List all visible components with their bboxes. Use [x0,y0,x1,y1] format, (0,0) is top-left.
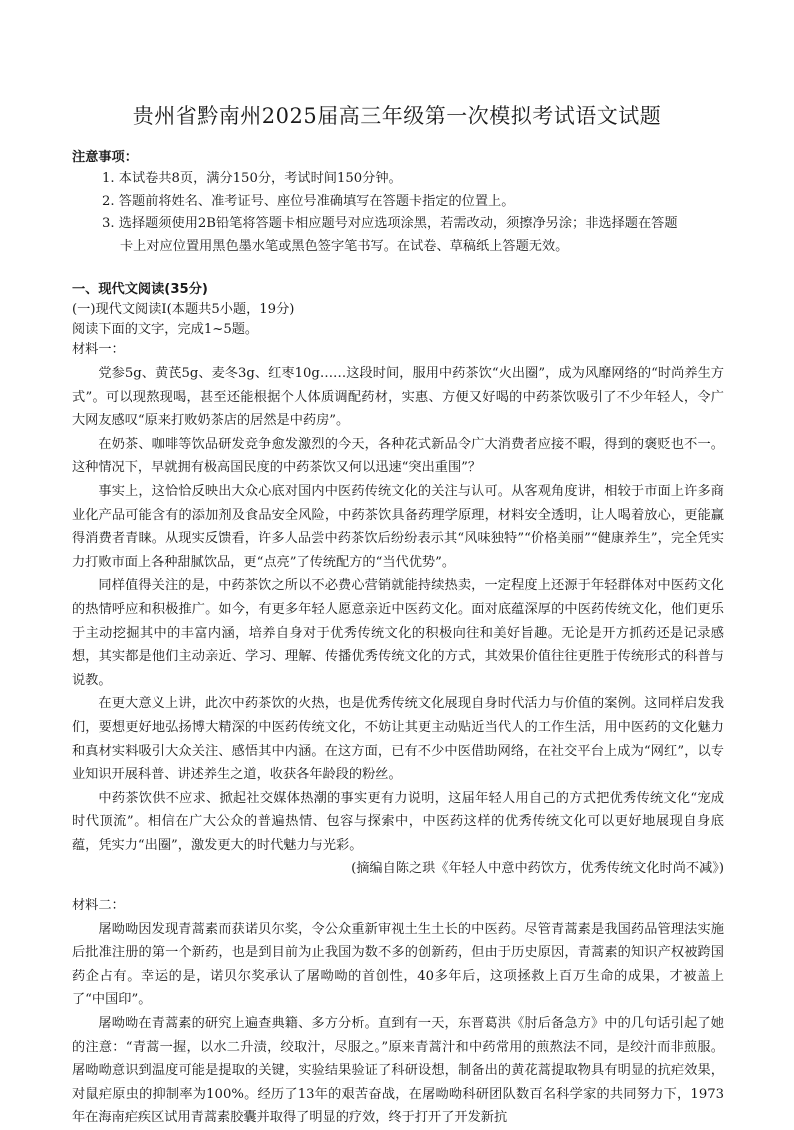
notice-item-3-continued: 卡上对应位置用黑色墨水笔或黑色签字笔书写。在试卷、草稿纸上答题无效。 [120,238,569,254]
material-1-paragraph: 在奶茶、咖啡等饮品研发竞争愈发激烈的今天，各种花式新品令广大消费者应接不暇，得到的褒贬也不一。这种情况下，早就拥有极高国民度的中药茶饮又何以迅速“突出重围”？ [72,436,724,476]
material-1-paragraph: 在更大意义上讲，此次中药茶饮的火热，也是优秀传统文化展现自身时代活力与价值的案例。这同样启发我们，要想更好地弘扬博大精深的中医药传统文化，不妨让其更主动贴近当代人的工作生活，用中医药的文化魅力和真材实料吸引大众关注、感悟其中内涵。在这方面，已有不少中医借助网络，在社交平台上成为“网红”，以专业知识开展科普、讲述养生之道，收获各年龄段的粉丝。 [72,696,724,783]
notice-block [72,148,724,258]
material-1-paragraph: 事实上，这恰恰反映出大众心底对国内中医药传统文化的关注与认可。从客观角度讲，相较于市面上许多商业化产品可能含有的添加剂及食品安全风险，中药茶饮具备药理学原理，材料安全透明，让人喝着放心，更能赢得消费者青睐。从现实反馈看，许多人品尝中药茶饮后纷纷表示其“风味独特”“价格美丽”“健康养生”，完全凭实力打败市面上各种甜腻饮品，更“点亮”了传统配方的“当代优势”。 [72,483,724,570]
notice-item-3: 3. 选择题须使用2B铅笔将答题卡相应题号对应选项涂黑，若需改动，须擦净另涂；非选择题在答题 [102,216,678,231]
material-1-paragraph: 同样值得关注的是，中药茶饮之所以不必费心营销就能持续热卖，一定程度上还源于年轻群体对中医药文化的热情呼应和积极推广。如今，有更多年轻人愿意亲近中医药文化。面对底蕴深厚的中医药传统文化，他们更乐于主动挖掘其中的丰富内涵，培养自身对于优秀传统文化的积极向往和美好旨趣。无论是开方抓药还是记录感想，其实都是他们主动亲近、学习、理解、传播优秀传统文化的方式，其效果价值往往更胜于传统形式的科普与说教。 [72,578,724,688]
material-1-label: 材料一： [72,342,125,357]
material-1-paragraph: 党参5g、黄芪5g、麦冬3g、红枣10g……这段时间，服用中药茶饮“火出圈”，成为风靡网络的“时尚养生方式”。可以现熬现喝，甚至还能根据个人体质调配药材，实惠、方便又好喝的中药茶饮吸引了不少年轻人，令广大网友感叹“原来打败奶茶店的居然是中药房”。 [72,366,724,429]
material-2-paragraph: 屠呦呦因发现青蒿素而获诺贝尔奖，令公众重新审视土生土长的中医药。尽管青蒿素是我国药品管理法实施后批准注册的第一个新药，也是到目前为止我国为数不多的创新药，但由于历史原因，青蒿素的知识产权被跨国药企占有。幸运的是，诺贝尔奖承认了屠呦呦的首创性，40多年后，这项拯救上百万生命的成果，才被盖上了“中国印”。 [72,921,724,1008]
material-2-label: 材料二： [72,898,125,914]
notice-item-1: 1. 本试卷共8页，满分150分，考试时间150分钟。 [102,171,402,186]
section-header [72,280,724,360]
subsection-heading: (一)现代文阅读Ⅰ(本题共5小题，19分) [72,302,295,317]
notice-item-2: 2. 答题前将姓名、准考证号、座位号准确填写在答题卡指定的位置上。 [102,193,515,209]
material-1-paragraph: 中药茶饮供不应求、掀起社交媒体热潮的事实更有力说明，这届年轻人用自己的方式把优秀传统文化“宠成时代顶流”。相信在广大公众的普遍热情、包容与探索中，中医药这样的优秀传统文化可以更好地展现自身底蕴，凭实力“出圈”，激发更大的时代魅力与光彩。 [72,790,724,853]
material-2-paragraph: 屠呦呦在青蒿素的研究上遍查典籍、多方分析。直到有一天，东晋葛洪《肘后备急方》中的几句话引起了她的注意：“青蒿一握，以水二升渍，绞取汁，尽服之。”原来青蒿汁和中药常用的煎熬法不同，是绞汁而非煎服。屠呦呦意识到温度可能是提取的关键，实验结果验证了科研设想，制备出的黄花蒿提取物具有明显的抗疟效果，对鼠疟原虫的抑制率为100%。经历了13年的艰苦奋战，在屠呦呦科研团队数百名科学家的共同努力下，1973年在海南疟疾区试用青蒿素胶囊并取得了明显的疗效，终于打开了开发新抗 [72,1016,724,1126]
material-1-text [72,362,724,1130]
notice-heading: 注意事项： [72,150,138,165]
section-heading: 一、现代文阅读(35分) [72,282,208,297]
material-1-source: (摘编自陈之珙《年轻人中意中药饮方，优秀传统文化时尚不减》) [351,861,724,877]
page-title: 贵州省黔南州2025届高三年级第一次模拟考试语文试题 [132,104,662,128]
reading-instruction: 阅读下面的文字，完成1~5题。 [72,322,259,337]
